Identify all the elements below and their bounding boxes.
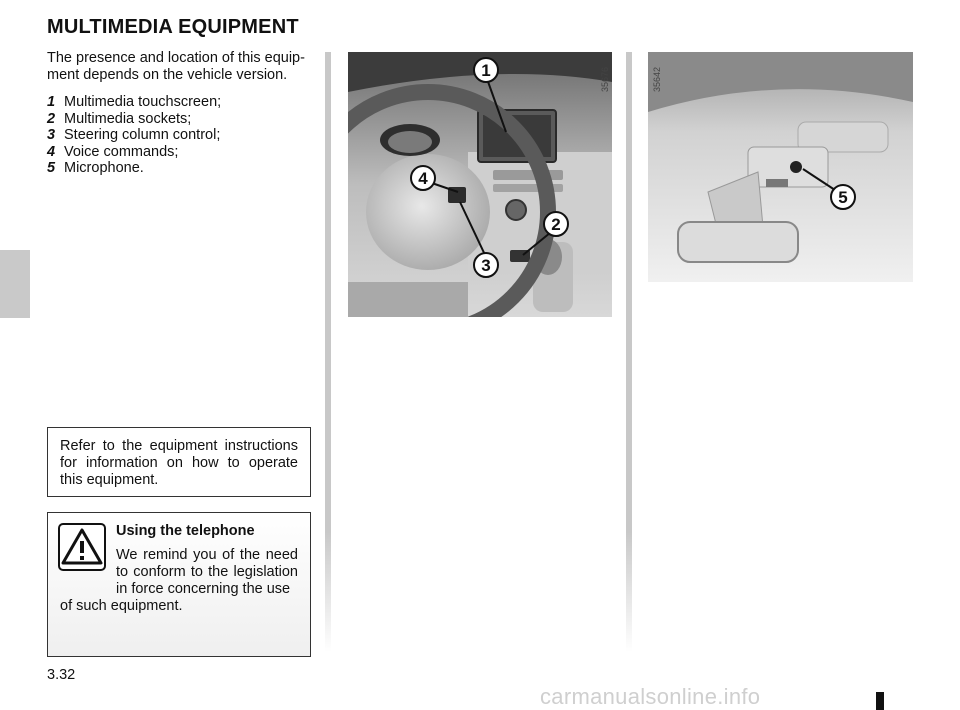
intro-paragraph: The presence and location of this equip-ment depends on the vehicle version. — [47, 50, 305, 83]
ceiling-figure — [648, 52, 913, 282]
item-label: Multimedia touchscreen; — [64, 94, 222, 110]
warning-title: Using the telephone — [116, 523, 255, 539]
callout-3: 3 — [481, 256, 491, 275]
callout-2: 2 — [551, 215, 561, 234]
item-label: Multimedia sockets; — [64, 110, 192, 127]
item-label: Steering column control; — [64, 127, 221, 143]
item-number: 3 — [47, 127, 56, 143]
item-number: 5 — [47, 160, 56, 176]
page-title: MULTIMEDIA EQUIPMENT — [47, 16, 299, 38]
item-number: 1 — [47, 94, 56, 110]
warning-text-tail: of such equipment. — [60, 598, 183, 614]
list-item — [47, 111, 312, 128]
list-item — [47, 94, 312, 111]
section-tab — [0, 250, 30, 318]
item-number: 4 — [47, 143, 56, 160]
warning-text: We remind you of the need to conform to the legislation in force concerning the use — [116, 547, 298, 597]
figure-code: 35642 — [652, 66, 662, 92]
equipment-list — [47, 94, 312, 177]
warning-box — [47, 512, 311, 657]
item-label: Voice commands; — [64, 143, 179, 160]
info-box: Refer to the equipment instructions for information on how to operate this equipment. — [47, 427, 311, 497]
column-divider — [626, 52, 632, 652]
item-label: Microphone. — [64, 160, 144, 176]
figure-code: 35676 — [600, 66, 610, 92]
page-number: 3.32 — [47, 667, 76, 683]
corner-mark — [876, 692, 884, 710]
dashboard-figure — [348, 52, 612, 317]
warning-icon — [58, 523, 106, 571]
item-number: 2 — [47, 110, 56, 127]
list-item — [47, 160, 312, 177]
callout-5: 5 — [838, 188, 848, 207]
list-item — [47, 144, 312, 161]
callout-1: 1 — [481, 61, 491, 80]
watermark: carmanualsonline.info — [540, 684, 761, 709]
list-item — [47, 127, 312, 144]
callout-4: 4 — [418, 169, 428, 188]
column-divider — [325, 52, 331, 652]
